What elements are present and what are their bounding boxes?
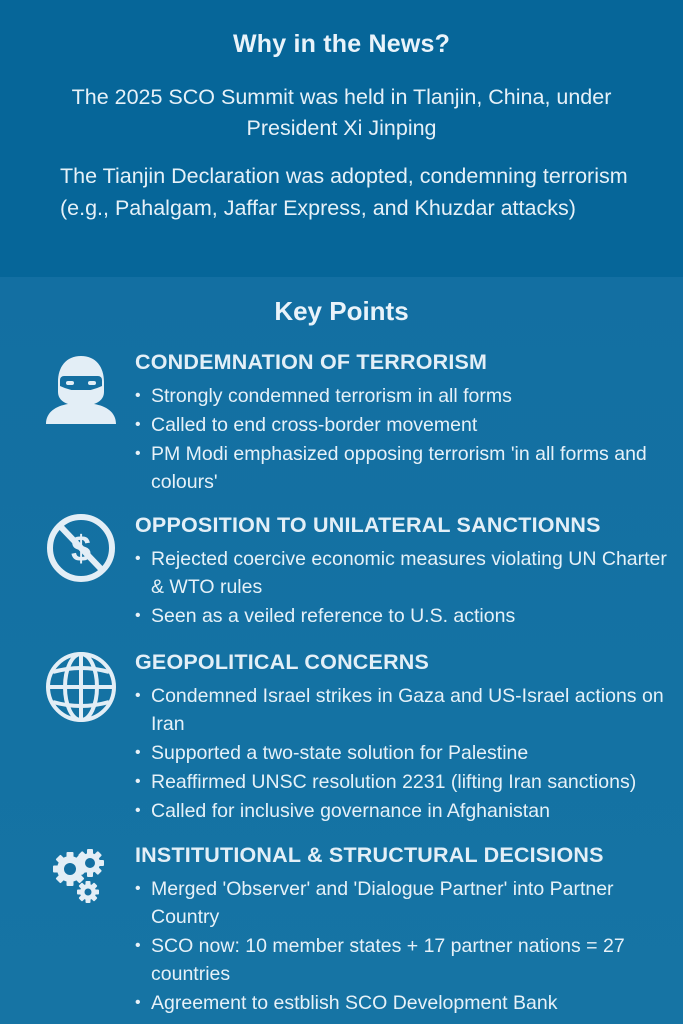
list-item: • Strongly condemned terrorism in all forms <box>135 382 675 410</box>
section-heading: OPPOSITION TO UNILATERAL SANCTIONNS <box>135 513 601 537</box>
list-item: • Called for inclusive governance in Afghanistan <box>135 797 675 825</box>
list-item: • Supported a two-state solution for Palestine <box>135 739 675 767</box>
summit-intro-text: The 2025 SCO Summit was held in Tlanjin, China, under President Xi Jinping <box>71 85 612 140</box>
list-item: • Seen as a veiled reference to U.S. actions <box>135 602 675 630</box>
list-item: • Merged 'Observer' and 'Dialogue Partner' into Partner Country <box>135 875 675 931</box>
why-in-news-panel <box>0 0 683 277</box>
list-item: • PM Modi emphasized opposing terrorism 'in all forms and colours' <box>135 440 675 496</box>
why-in-news-title: Why in the News? <box>232 30 451 58</box>
bullet-list <box>135 382 675 497</box>
list-item: • Condemned Israel strikes in Gaza and US-Israel actions on Iran <box>135 682 675 738</box>
svg-text:$: $ <box>70 528 92 569</box>
list-item: • Reaffirmed UNSC resolution 2231 (lifting Iran sanctions) <box>135 768 675 796</box>
section-heading: CONDEMNATION OF TERRORISM <box>135 350 488 374</box>
list-item: • Rejected coercive economic measures violating UN Charter & WTO rules <box>135 545 675 601</box>
list-item: • Called to end cross-border movement <box>135 411 675 439</box>
globe-icon <box>44 650 118 724</box>
bullet-list <box>135 875 675 1018</box>
section-heading: INSTITUTIONAL & STRUCTURAL DECISIONS <box>135 843 604 867</box>
list-item: • SCO now: 10 member states + 17 partner nations = 27 countries <box>135 932 675 988</box>
key-points-title: Key Points <box>274 296 409 326</box>
bullet-list <box>135 682 675 826</box>
section-heading: GEOPOLITICAL CONCERNS <box>135 650 430 674</box>
no-dollar-icon <box>44 511 118 585</box>
declaration-text: The Tianjin Declaration was adopted, condemning terrorism (e.g., Pahalgam, Jaffar Express, and Khuzdar attacks) <box>60 164 628 220</box>
masked-person-icon <box>44 352 118 426</box>
gears-icon <box>48 843 112 907</box>
list-item: • Agreement to estblish SCO Development Bank <box>135 989 675 1017</box>
bullet-list <box>135 545 675 631</box>
